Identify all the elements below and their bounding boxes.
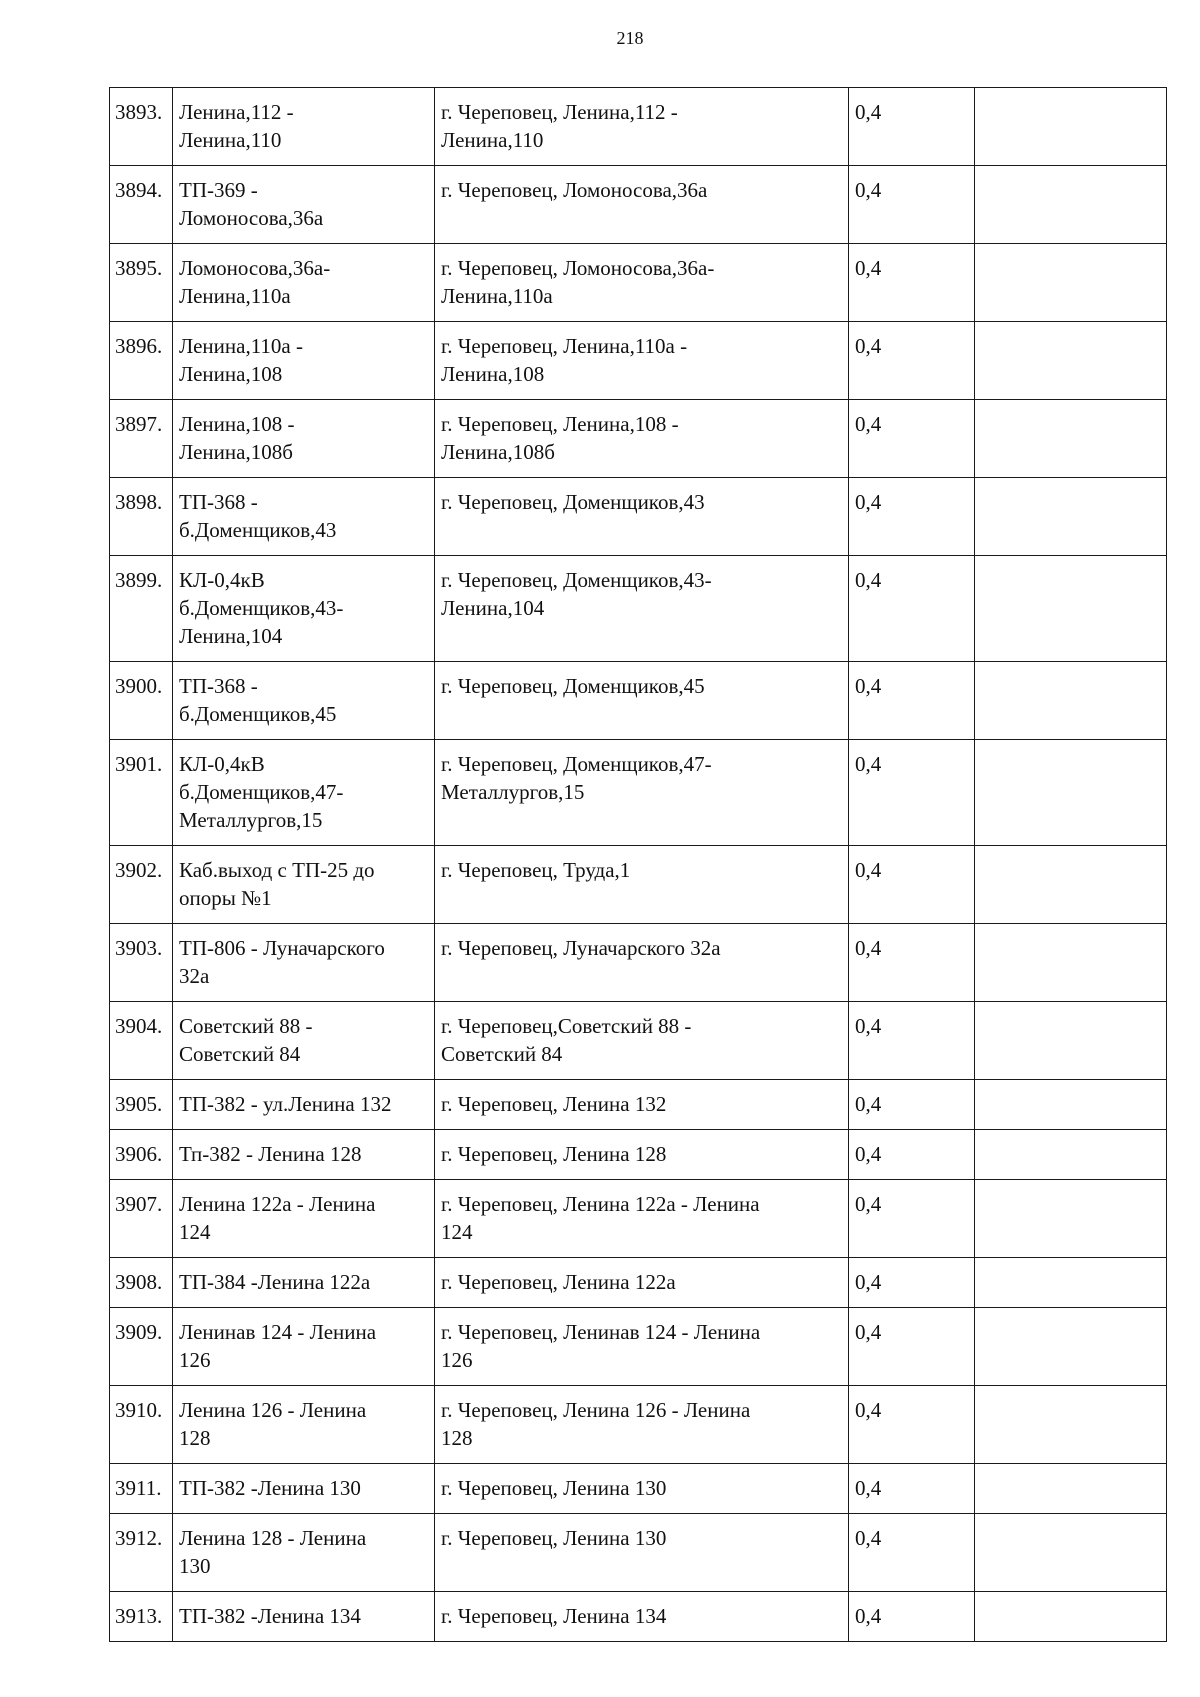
address-cell: г. Череповец, Труда,1	[435, 846, 849, 924]
address-cell: г. Череповец, Луначарского 32а	[435, 924, 849, 1002]
extra-cell	[975, 1080, 1167, 1130]
table-row	[110, 556, 1167, 662]
page-number: 218	[616, 28, 644, 48]
extra-cell	[975, 846, 1167, 924]
object-name-cell: Ленина,112 - Ленина,110	[173, 88, 435, 166]
object-name-cell: Каб.выход с ТП-25 до опоры №1	[173, 846, 435, 924]
address-cell: г. Череповец, Ленинав 124 - Ленина 126	[435, 1308, 849, 1386]
row-number-cell: 3911.	[110, 1464, 173, 1514]
voltage-cell: 0,4	[849, 478, 975, 556]
table-row	[110, 1002, 1167, 1080]
table-row	[110, 400, 1167, 478]
table-row	[110, 1180, 1167, 1258]
row-number-cell: 3912.	[110, 1514, 173, 1592]
table-row	[110, 846, 1167, 924]
object-name-cell: ТП-382 - ул.Ленина 132	[173, 1080, 435, 1130]
address-cell: г. Череповец, Ломоносова,36а- Ленина,110а	[435, 244, 849, 322]
row-number-cell: 3908.	[110, 1258, 173, 1308]
table-row	[110, 322, 1167, 400]
row-number-cell: 3906.	[110, 1130, 173, 1180]
row-number-cell: 3903.	[110, 924, 173, 1002]
address-cell: г. Череповец, Ленина 130	[435, 1514, 849, 1592]
voltage-cell: 0,4	[849, 166, 975, 244]
voltage-cell: 0,4	[849, 1464, 975, 1514]
address-cell: г. Череповец, Ленина,110а - Ленина,108	[435, 322, 849, 400]
table-row	[110, 88, 1167, 166]
row-number-cell: 3899.	[110, 556, 173, 662]
object-name-cell: КЛ-0,4кВ б.Доменщиков,43- Ленина,104	[173, 556, 435, 662]
extra-cell	[975, 1258, 1167, 1308]
extra-cell	[975, 1002, 1167, 1080]
voltage-cell: 0,4	[849, 740, 975, 846]
voltage-cell: 0,4	[849, 322, 975, 400]
voltage-cell: 0,4	[849, 1258, 975, 1308]
voltage-cell: 0,4	[849, 1080, 975, 1130]
extra-cell	[975, 244, 1167, 322]
extra-cell	[975, 1130, 1167, 1180]
object-name-cell: Ленинав 124 - Ленина 126	[173, 1308, 435, 1386]
voltage-cell: 0,4	[849, 924, 975, 1002]
object-name-cell: ТП-368 - б.Доменщиков,45	[173, 662, 435, 740]
extra-cell	[975, 400, 1167, 478]
extra-cell	[975, 322, 1167, 400]
row-number-cell: 3913.	[110, 1592, 173, 1642]
row-number-cell: 3905.	[110, 1080, 173, 1130]
object-name-cell: ТП-369 - Ломоносова,36а	[173, 166, 435, 244]
row-number-cell: 3904.	[110, 1002, 173, 1080]
table-row	[110, 1130, 1167, 1180]
address-cell: г. Череповец, Ленина 134	[435, 1592, 849, 1642]
extra-cell	[975, 662, 1167, 740]
table-row	[110, 662, 1167, 740]
address-cell: г. Череповец, Доменщиков,45	[435, 662, 849, 740]
row-number-cell: 3910.	[110, 1386, 173, 1464]
table-row	[110, 478, 1167, 556]
extra-cell	[975, 166, 1167, 244]
voltage-cell: 0,4	[849, 400, 975, 478]
object-name-cell: ТП-368 - б.Доменщиков,43	[173, 478, 435, 556]
address-cell: г. Череповец, Ленина,108 - Ленина,108б	[435, 400, 849, 478]
extra-cell	[975, 478, 1167, 556]
object-name-cell: ТП-806 - Луначарского 32а	[173, 924, 435, 1002]
object-name-cell: КЛ-0,4кВ б.Доменщиков,47- Металлургов,15	[173, 740, 435, 846]
address-cell: г. Череповец, Ленина 122а	[435, 1258, 849, 1308]
object-name-cell: Ленина,110а - Ленина,108	[173, 322, 435, 400]
object-name-cell: Советский 88 - Советский 84	[173, 1002, 435, 1080]
table-row	[110, 740, 1167, 846]
row-number-cell: 3907.	[110, 1180, 173, 1258]
extra-cell	[975, 1180, 1167, 1258]
address-cell: г. Череповец,Советский 88 - Советский 84	[435, 1002, 849, 1080]
address-cell: г. Череповец, Ленина,112 - Ленина,110	[435, 88, 849, 166]
row-number-cell: 3896.	[110, 322, 173, 400]
extra-cell	[975, 1464, 1167, 1514]
voltage-cell: 0,4	[849, 846, 975, 924]
address-cell: г. Череповец, Доменщиков,47- Металлургов,15	[435, 740, 849, 846]
address-cell: г. Череповец, Ленина 126 - Ленина 128	[435, 1386, 849, 1464]
voltage-cell: 0,4	[849, 1386, 975, 1464]
row-number-cell: 3893.	[110, 88, 173, 166]
object-name-cell: Ломоносова,36а- Ленина,110а	[173, 244, 435, 322]
table-row	[110, 1308, 1167, 1386]
row-number-cell: 3900.	[110, 662, 173, 740]
extra-cell	[975, 1386, 1167, 1464]
object-name-cell: Ленина 128 - Ленина 130	[173, 1514, 435, 1592]
voltage-cell: 0,4	[849, 88, 975, 166]
voltage-cell: 0,4	[849, 1130, 975, 1180]
voltage-cell: 0,4	[849, 1180, 975, 1258]
address-cell: г. Череповец, Ленина 130	[435, 1464, 849, 1514]
object-name-cell: Ленина,108 - Ленина,108б	[173, 400, 435, 478]
object-name-cell: Ленина 122а - Ленина 124	[173, 1180, 435, 1258]
extra-cell	[975, 88, 1167, 166]
row-number-cell: 3909.	[110, 1308, 173, 1386]
address-cell: г. Череповец, Ленина 122а - Ленина 124	[435, 1180, 849, 1258]
object-name-cell: ТП-384 -Ленина 122а	[173, 1258, 435, 1308]
row-number-cell: 3897.	[110, 400, 173, 478]
table-row	[110, 1464, 1167, 1514]
voltage-cell: 0,4	[849, 556, 975, 662]
voltage-cell: 0,4	[849, 1592, 975, 1642]
table-row	[110, 1258, 1167, 1308]
object-name-cell: Ленина 126 - Ленина 128	[173, 1386, 435, 1464]
object-name-cell: ТП-382 -Ленина 130	[173, 1464, 435, 1514]
row-number-cell: 3898.	[110, 478, 173, 556]
voltage-cell: 0,4	[849, 1514, 975, 1592]
voltage-cell: 0,4	[849, 1002, 975, 1080]
voltage-cell: 0,4	[849, 244, 975, 322]
extra-cell	[975, 1592, 1167, 1642]
table-row	[110, 1514, 1167, 1592]
extra-cell	[975, 1514, 1167, 1592]
table-row	[110, 166, 1167, 244]
address-cell: г. Череповец, Ломоносова,36а	[435, 166, 849, 244]
table-row	[110, 244, 1167, 322]
voltage-cell: 0,4	[849, 1308, 975, 1386]
extra-cell	[975, 740, 1167, 846]
row-number-cell: 3901.	[110, 740, 173, 846]
table-row	[110, 1080, 1167, 1130]
address-cell: г. Череповец, Ленина 128	[435, 1130, 849, 1180]
extra-cell	[975, 1308, 1167, 1386]
row-number-cell: 3894.	[110, 166, 173, 244]
object-name-cell: ТП-382 -Ленина 134	[173, 1592, 435, 1642]
address-cell: г. Череповец, Доменщиков,43	[435, 478, 849, 556]
extra-cell	[975, 556, 1167, 662]
table-row	[110, 1386, 1167, 1464]
extra-cell	[975, 924, 1167, 1002]
row-number-cell: 3902.	[110, 846, 173, 924]
voltage-cell: 0,4	[849, 662, 975, 740]
table-row	[110, 924, 1167, 1002]
address-cell: г. Череповец, Доменщиков,43- Ленина,104	[435, 556, 849, 662]
table-row	[110, 1592, 1167, 1642]
registry-table-body	[110, 88, 1167, 1642]
object-name-cell: Тп-382 - Ленина 128	[173, 1130, 435, 1180]
row-number-cell: 3895.	[110, 244, 173, 322]
address-cell: г. Череповец, Ленина 132	[435, 1080, 849, 1130]
registry-table	[109, 87, 1167, 1642]
